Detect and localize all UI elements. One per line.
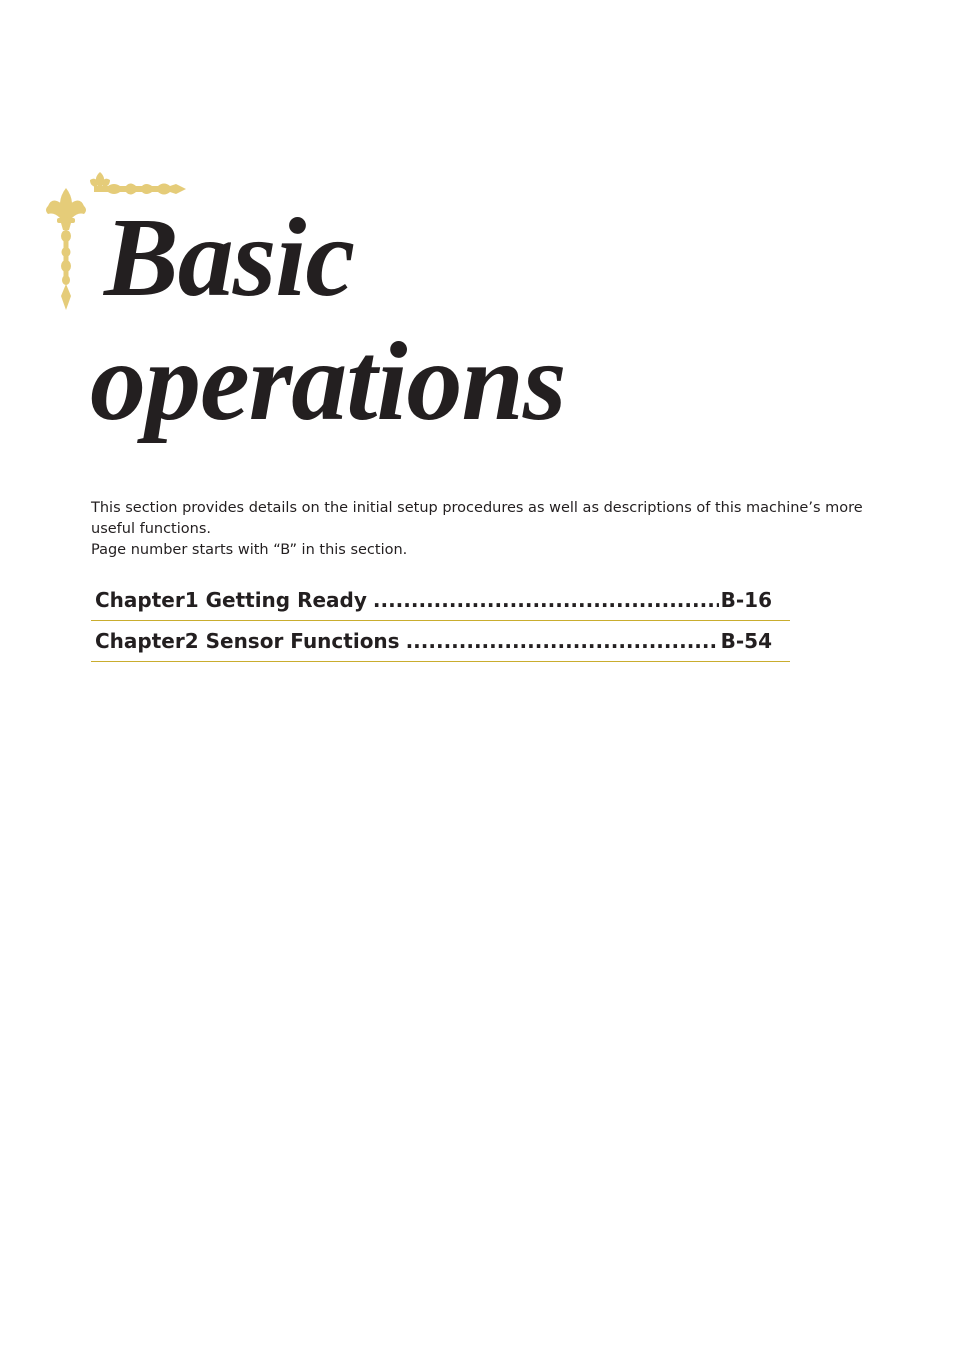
title-line-1: Basic: [104, 196, 355, 320]
toc-leader-dots: [373, 585, 719, 615]
toc-entry-page: B-16: [720, 588, 772, 612]
intro-page-note: Page number starts with “B” in this section.: [91, 542, 408, 558]
toc-entry-chapter-1[interactable]: [91, 580, 790, 621]
toc-leader-dots: [406, 626, 719, 656]
table-of-contents: [91, 580, 790, 662]
intro-text: [91, 498, 891, 561]
toc-entry-label: Chapter1 Getting Ready: [95, 588, 367, 612]
title-line-2: operations: [90, 320, 566, 444]
toc-entry-page: B-54: [720, 629, 772, 653]
intro-paragraph: This section provides details on the initial setup procedures as well as descriptions of this machine’s more useful functions.: [91, 500, 863, 537]
toc-entry-label: Chapter2 Sensor Functions: [95, 629, 400, 653]
toc-entry-chapter-2[interactable]: [91, 621, 790, 662]
page-title: [90, 196, 565, 444]
